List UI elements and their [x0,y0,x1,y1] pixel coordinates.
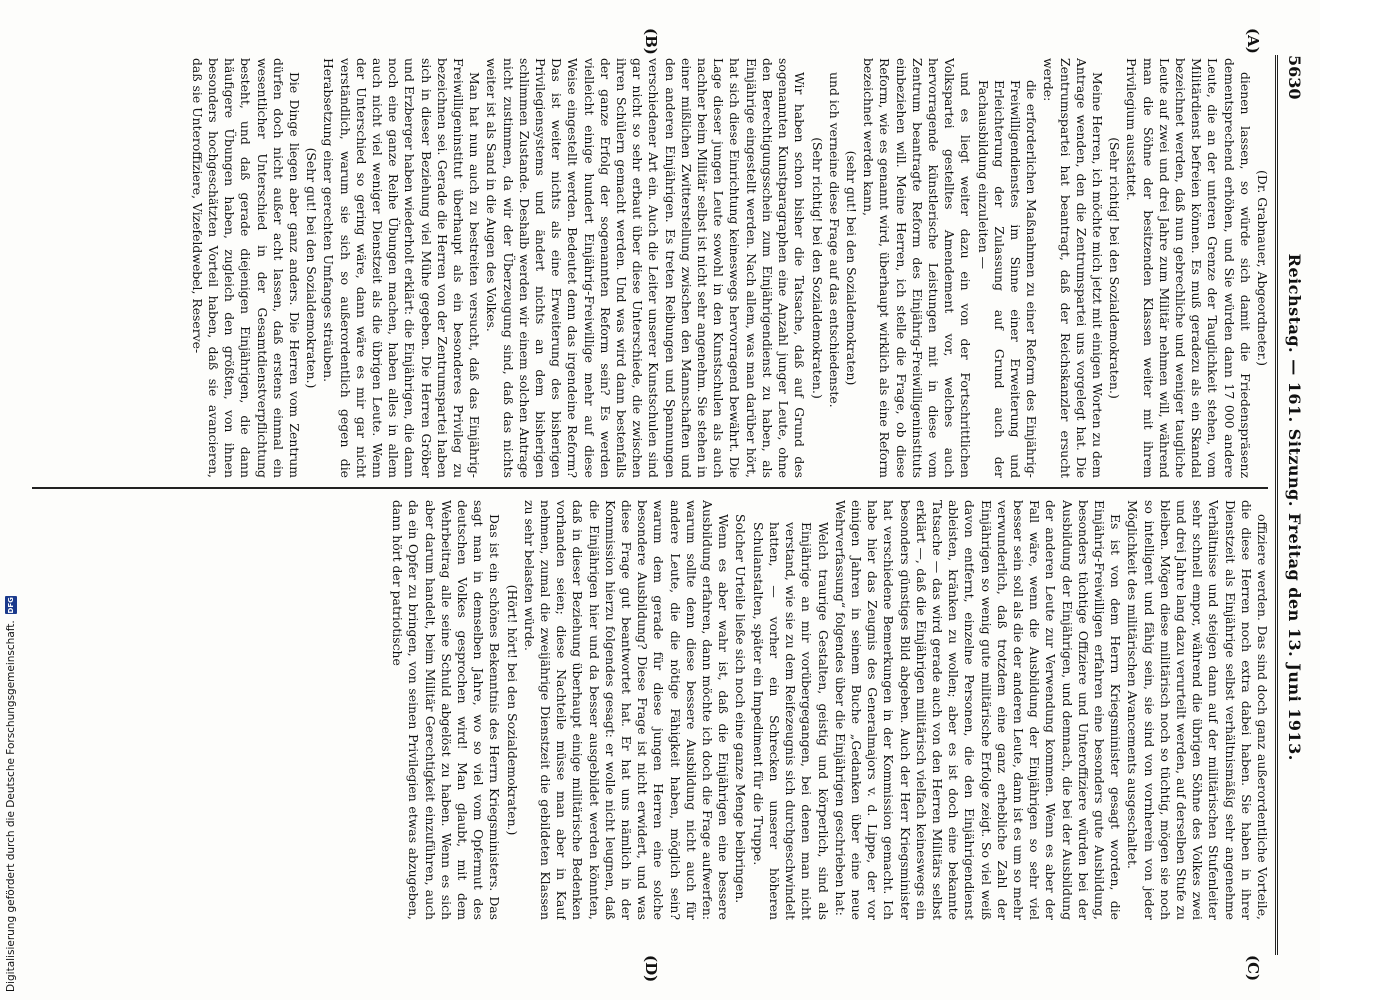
paragraph: dienen lassen, so würde sich damit die Friedenspräsenz dementsprechend erhöhen, und Sie würden dann 17 000 andere Leute, die an der unteren Grenze der Tauglichkeit stehen, vom Militärdienst befreien können. Es muß geradezu als ein Skandal bezeichnet werden, daß nun gebrechliche und weniger taugliche Leute auf zwei und drei Jahre zum Militär nehmen will, während man die Söhne der besitzenden Klassen weiter mit ihrem Privilegium ausstattet. [1124,58,1253,478]
interjection: (Hört! hört! bei den Sozialdemokraten.) [504,584,520,836]
speaker-heading: (Dr. Grabnauer, Abgeordneter.) [1255,170,1270,366]
paragraph: Man hat nun auch zu bestreiten versucht, daß das Einjährig-Freiwilligeninstitut überhaupt als ein besonderes Privileg zu bezeichnen sei. Gerade die Herren von der Zentrumspartei haben sich in dieser Beziehung viel Mühe gegeben. Die Herren Gröber und Erzberger haben wiederholt erklärt: die Einjährigen, die dann noch eine ganze Reihe Übungen machen, haben alles in allem auch nicht viel weniger Dienstzeit als die übrigen Leute. Wenn der Unterschied so gering wäre, dann wäre es mir gar nicht verständlich, warum sie sich so außerordentlich gegen die Herabsetzung einer gerechten Umfanges sträuben. [321,58,483,478]
paragraph: Wir haben schon bisher die Tatsache, daß auf Grund des sogenannten Kunstparagraphen eine Anzahl junger Leute, ohne den Berechtigungsschein zum Einjährigendienst zu haben, als Einjährige eingestellt werden. Nach allem, was man darüber hört, hat sich diese Einrichtung keineswegs hervorragend bewährt. Die Lage dieser jungen Leute sowohl in den Kunstschulen als auch nachher beim Militär selbst ist nicht sehr angenehm. Sie stehen in einer mißlichen Zwitterstellung zwischen den Mannschaften und den anderen Einjährigen. Es treten Reibungen und Spannungen verschiedener Art ein. Auch die Leiter unserer Kunstschulen sind gar nicht so sehr erbaut über diese Unterschiede, die zwischen ihren Schülern gemacht werden. Und was wird dann bestenfalls der ganze Erfolg der sogenannten Reform sein? Es werden vielleicht einige hundert Einjährig-Freiwillige mehr auf diese Weise eingestellt werden. Bedeutet denn das irgendeine Reform? Das ist weiter nichts als eine Erweiterung des bisherigen Privilegiensystems und ändert nichts an dem bisherigen schlimmen Zustande. Deshalb werden wir einem solchen Antrage nicht zustimmen, da wir der Überzeugung sind, daß das nichts weiter ist als Sand in die Augen des Volkes. [484,58,808,478]
page-header [1275,55,1312,955]
margin-marker-a: (A) [1244,28,1262,54]
page-number: 5630 [1285,55,1305,100]
paragraph: und ich verneine diese Frage auf das entschiedenste. [826,72,842,408]
paragraph: Meine Herren, ich möchte mich jetzt mit einigen Worten zu dem Antrage wenden, den die Zentrumspartei uns vorgelegt hat. Die Zentrumspartei hat beantragt, daß der Reichskanzler ersucht werde: [1041,58,1105,478]
paragraph: Die Dinge liegen aber ganz anders. Die Herren vom Zentrum dürfen doch nicht außer acht lassen, daß erstens einmal ein wesentlicher Unterschied in der Gesamtdienstverpflichtung besteht, und daß gerade diejenigen Einjährigen, die dann häufigere Übungen haben, zugleich den größten, von ihnen besonders hochgeschätzten Vorteil haben, daß sie avancieren, daß sie Unteroffiziere, Vizefeldwebel, Reserve- [189,58,303,478]
quoted-passage: die erforderlichen Maßnahmen zu einer Reform des Einjährig-Freiwilligendienstes im Sinne einer Erweiterung und Erleichterung der Zulassung auf Grund auch der Fachausbildung einzuleiten — [975,80,1040,478]
interjection: (Sehr gut! bei den Sozialdemokraten.) [304,147,320,389]
interjection: (Sehr richtig! bei den Sozialdemokraten.) [809,137,825,399]
margin-marker-b: (B) [642,28,660,55]
margin-marker-c: (C) [1244,955,1262,982]
paragraph: Wenn es aber wahr ist, daß die Einjährigen eine bessere Ausbildung erfahren, dann möchte ich doch die Frage aufwerfen: warum sollte denn diese bessere Ausbildung nicht auch für andere Leute, die die nötige Fähigkeit haben, möglich sein? warum dem gerade für diese jungen Herren eine solche besondere Ausbildung? Diese Frage ist nicht erwidert, und was diese Frage gut beantwortet hat. Er hat uns nämlich in der Kommission hierzu folgendes gesagt: er wolle nicht leugnen, daß die Einjährigen hier und da besser ausgebildet werden könnten, daß in dieser Beziehung überhaupt einige militärische Bedenken vorhanden seien; diese Nachteile müsse man aber in Kauf nehmen, zumal die zweijährige Dienstzeit die gebildeten Klassen zu sehr belasten würde. [521,500,732,920]
dfg-logo-icon: DFG [7,597,15,614]
margin-marker-d: (D) [642,955,660,983]
paragraph: offiziere werden. Das sind doch ganz außerordentliche Vorteile, die diese Herren noch extra dabei haben. Sie haben in ihrer Dienstzeit als Einjährige selbst verhältnismäßig sehr angenehme Verhältnisse und steigen dann auf der militärischen Stufenleiter sehr schnell empor, während die übrigen Söhne des Volkes zwei und drei Jahre lang dazu verurteilt werden, auf derselben Stufe zu bleiben. Mögen diese militärisch noch so tüchtig, mögen sie noch so intelligent und fähig sein, sie sind von vornherein von jeder Möglichkeit des militärischen Avancements ausgeschaltet. [1125,500,1270,920]
interjection: (sehr gut! bei den Sozialdemokraten) [843,150,859,386]
page-title: Reichstag. — 161. Sitzung. Freitag den 13. Juni 1913. [1285,253,1305,761]
column-divider [32,487,1268,489]
credit-text: Digitalisierung gefördert durch die Deutsche Forschungsgemeinschaft. [5,620,17,992]
quoted-passage: Welch traurige Gestalten, geistig und körperlich, sind als Einjährige an mir vorübergegangen, bei denen man nicht verstand, wie sie zu dem Reifezeugnis sich durchgeschwindelt hatten, — vorher ein Schrecken unserer höheren Schulanstalten, später ein Impediment für die Truppe. [750,522,831,920]
paragraph: und es liegt weiter dazu ein von der Fortschrittlichen Volkspartei gestelltes Amendement vor, welches auch hervorragende künstlerische Leistungen mit in diese vom Zentrum beantragte Reform des Einjährig-Freiwilligeninstituts einbeziehen will. Meine Herren, ich stelle die Frage, ob diese Reform, wie es genannt wird, überhaupt wirklich als eine Reform bezeichnet werden kann, [861,58,974,478]
paragraph: Solcher Urteile ließe sich noch eine ganze Menge beibringen. [733,514,749,904]
paragraph: Es ist von dem Herrn Kriegsminister gesagt worden, die Einjährig-Freiwilligen erfahren eine besonders gute Ausbildung, besonders tüchtige Offiziere und Unteroffiziere würden bei der Ausbildung der Einjährigen, und demnach, die bei der Ausbildung der anderen Leute zur Verwendung kommen. Wenn es aber der Fall wäre, wenn die Ausbildung der Einjährigen so sehr viel besser sein soll als die der anderen Leute, dann ist es um so mehr verwunderlich, daß trotzdem eine ganz erhebliche Zahl der Einjährigen so wenig gute militärische Erfolge zeigt. So viel weiß davon entfernt, einzelne Personen, die den Einjährigendienst ableisten, kränken zu wollen; aber es ist doch eine bekannte Tatsache — das wird gerade auch von den Herren Militärs selbst erklärt —, daß die Einjährigen militärisch vielfach keineswegs ein besonders günstiges Bild abgeben. Auch der Herr Kriegsminister hat verschiedene Bemerkungen in der Kommission gemacht. Ich habe hier das Zeugnis des Generalmajors v. d. Lippe, der vor einigen Jahren in seinem Buche „Gedanken über eine neue Wehrverfassung“ folgendes über die Einjährigen geschrieben hat: [832,500,1124,920]
interjection: (Sehr richtig! bei den Sozialdemokraten.) [1107,137,1123,399]
paragraph: Das ist ein schönes Bekenntnis des Herrn Kriegsministers. Das sagt man in demselben Jahre, wo so viel vom Opfermut des deutschen Volkes gesprochen wird! Man glaubt, mit dem Wehrbeitrag alle seine Schuld abgelöst zu haben. Wenn es sich aber darum handelt, beim Militär Gerechtigkeit einzuführen, auch da ein Opfer zu bringen, von seinen Privilegien etwas abzugeben, dann hört der patriotische [390,500,503,920]
left-column [30,58,1270,478]
right-column [30,500,1270,920]
digitization-credit [1,0,21,1000]
